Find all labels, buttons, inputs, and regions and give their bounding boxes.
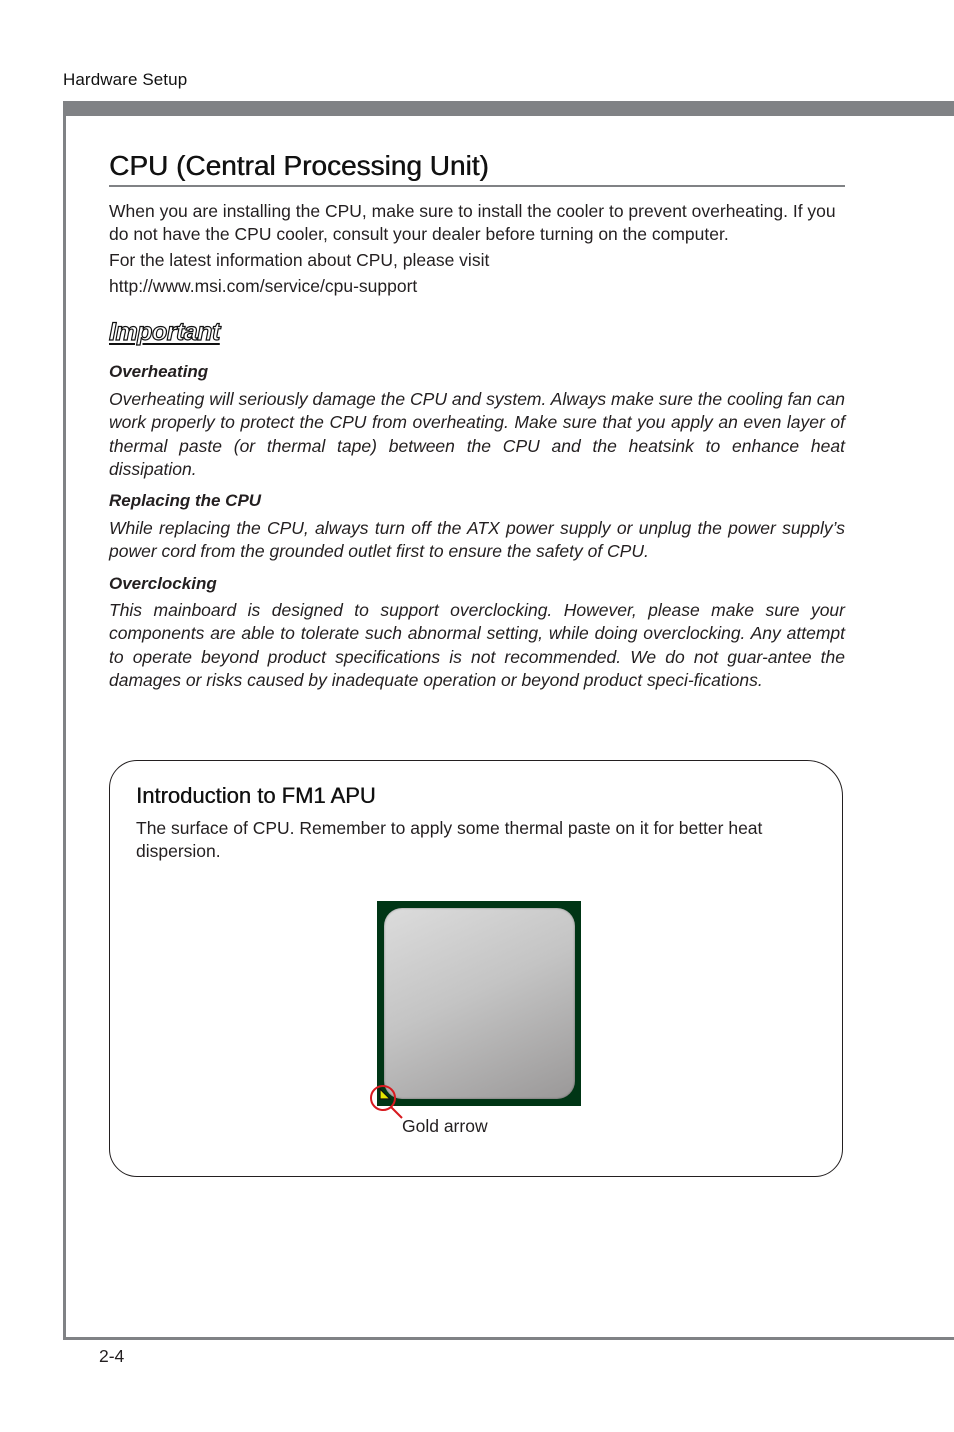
section-label: Hardware Setup [63,70,188,89]
important-item-text-overclocking: This mainboard is designed to support overclocking. However, please make sure your components are able to tolerate such abnormal setting, while doing overclocking. Any attempt to operate beyond product specifications is not recommended. We do not guar-antee the damages or risks caused by inadequate operation or beyond product speci-fications. [109,600,845,690]
support-link[interactable]: http://www.msi.com/service/cpu-support [109,276,418,296]
cpu-lid-image [384,908,575,1099]
gold-arrow-caption: Gold arrow [402,1116,488,1136]
important-heading [109,318,220,356]
important-label: Important [109,318,220,346]
important-item-title-overclocking: Overclocking [109,574,217,593]
page-title: CPU (Central Processing Unit) [109,150,489,181]
intro-paragraph: When you are installing the CPU, make sure to install the cooler to prevent overheating. If you do not have the CPU cooler, consult your dealer before turning on the computer. [109,201,836,244]
important-item-title-overheating: Overheating [109,362,209,381]
important-item-text-replacing: While replacing the CPU, always turn off the ATX power supply or unplug the power supply’s power cord from the grounded outlet first to ensure the safety of CPU. [109,518,845,562]
bottom-border [63,1337,954,1340]
page-number: 2-4 [99,1346,125,1366]
intro-card-text: The surface of CPU. Remember to apply some thermal paste on it for better heat dispersion. [136,818,763,861]
title-underline [109,185,845,187]
latest-info-text: For the latest information about CPU, please visit [109,250,490,270]
important-item-text-overheating: Overheating will seriously damage the CPU and system. Always make sure the cooling fan can work properly to protect the CPU from overheating. Make sure that you apply an even layer of thermal paste (or thermal tape) between the CPU and the heatsink to enhance heat dissipation. [109,389,845,479]
intro-card-title: Introduction to FM1 APU [136,783,376,808]
important-item-title-replacing: Replacing the CPU [109,491,262,510]
left-border [63,101,66,1339]
header-bar [63,101,954,116]
